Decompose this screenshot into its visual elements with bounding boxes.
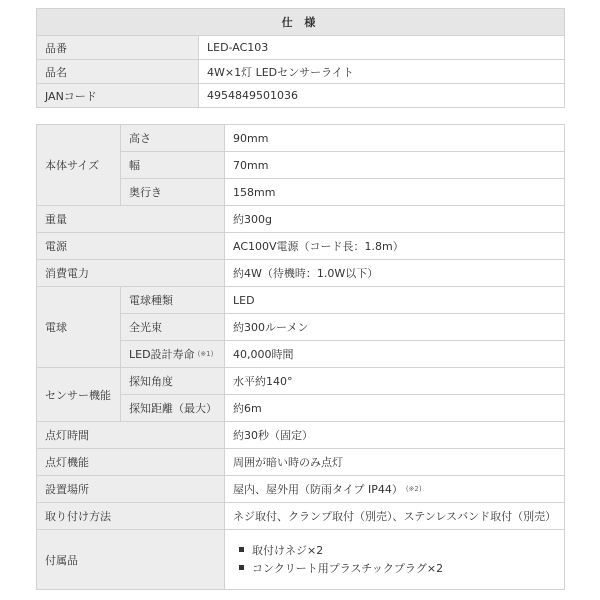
spec-row	[37, 287, 565, 314]
detection-angle-value: 水平約140°	[225, 368, 565, 395]
lighting-time-label: 点灯時間	[37, 422, 225, 449]
led-lifetime-value: 40,000時間	[225, 341, 565, 368]
depth-value: 158mm	[225, 179, 565, 206]
lighting-function-label: 点灯機能	[37, 449, 225, 476]
width-label: 幅	[121, 152, 225, 179]
sensor-label: センサー機能	[37, 368, 121, 422]
spec-row	[37, 260, 565, 287]
accessories-label: 付属品	[37, 530, 225, 590]
luminous-flux-label: 全光束	[121, 314, 225, 341]
product-row	[37, 60, 565, 84]
spec-row	[37, 503, 565, 530]
height-value: 90mm	[225, 125, 565, 152]
product-name-value: 4W×1灯 LEDセンサーライト	[199, 60, 565, 84]
spec-row	[37, 368, 565, 395]
specification-table	[36, 124, 565, 590]
power-source-label: 電源	[37, 233, 225, 260]
product-row	[37, 84, 565, 108]
spec-row	[37, 449, 565, 476]
spec-row	[37, 530, 565, 590]
model-number-value: LED-AC103	[199, 36, 565, 60]
location-label: 設置場所	[37, 476, 225, 503]
product-row	[37, 36, 565, 60]
mounting-label: 取り付け方法	[37, 503, 225, 530]
luminous-flux-value: 約300ルーメン	[225, 314, 565, 341]
detection-distance-label: 探知距離（最大）	[121, 395, 225, 422]
spec-row	[37, 206, 565, 233]
model-number-label: 品番	[37, 36, 199, 60]
width-value: 70mm	[225, 152, 565, 179]
product-info-table	[36, 8, 565, 108]
accessory-item: 取付けネジ×2	[252, 543, 324, 557]
depth-label: 奥行き	[121, 179, 225, 206]
lighting-function-value: 周囲が暗い時のみ点灯	[225, 449, 565, 476]
mounting-value: ネジ取付、クランプ取付（別売）、ステンレスバンド取付（別売）	[225, 503, 565, 530]
product-name-label: 品名	[37, 60, 199, 84]
location-value: 屋内、屋外用（防雨タイプ IP44）	[233, 483, 403, 496]
led-lifetime-label-cell	[121, 341, 225, 368]
weight-label: 重量	[37, 206, 225, 233]
spec-row	[37, 476, 565, 503]
detection-angle-label: 探知角度	[121, 368, 225, 395]
spec-row	[37, 233, 565, 260]
jan-code-value: 4954849501036	[199, 84, 565, 108]
accessories-value	[225, 530, 565, 590]
bulb-type-label: 電球種類	[121, 287, 225, 314]
spec-sheet	[36, 8, 564, 590]
jan-code-label: JANコード	[37, 84, 199, 108]
led-lifetime-label: LED設計寿命	[129, 348, 195, 361]
power-source-value: AC100V電源（コード長：1.8m）	[225, 233, 565, 260]
bullet-icon	[239, 547, 244, 552]
spec-header-row	[37, 9, 565, 36]
bulb-label: 電球	[37, 287, 121, 368]
bulb-type-value: LED	[225, 287, 565, 314]
spec-title: 仕 様	[37, 9, 565, 36]
power-consumption-label: 消費電力	[37, 260, 225, 287]
list-item	[239, 542, 556, 560]
height-label: 高さ	[121, 125, 225, 152]
lighting-time-value: 約30秒（固定）	[225, 422, 565, 449]
accessories-list	[233, 542, 556, 578]
location-note: (※2)	[405, 485, 422, 493]
list-item	[239, 560, 556, 578]
spec-row	[37, 125, 565, 152]
location-value-cell	[225, 476, 565, 503]
weight-value: 約300g	[225, 206, 565, 233]
power-consumption-value: 約4W（待機時：1.0W以下）	[225, 260, 565, 287]
detection-distance-value: 約6m	[225, 395, 565, 422]
accessory-item: コンクリート用プラスチックプラグ×2	[252, 561, 444, 575]
bullet-icon	[239, 565, 244, 570]
body-size-label: 本体サイズ	[37, 125, 121, 206]
led-lifetime-note: (※1)	[197, 350, 214, 358]
spec-row	[37, 422, 565, 449]
